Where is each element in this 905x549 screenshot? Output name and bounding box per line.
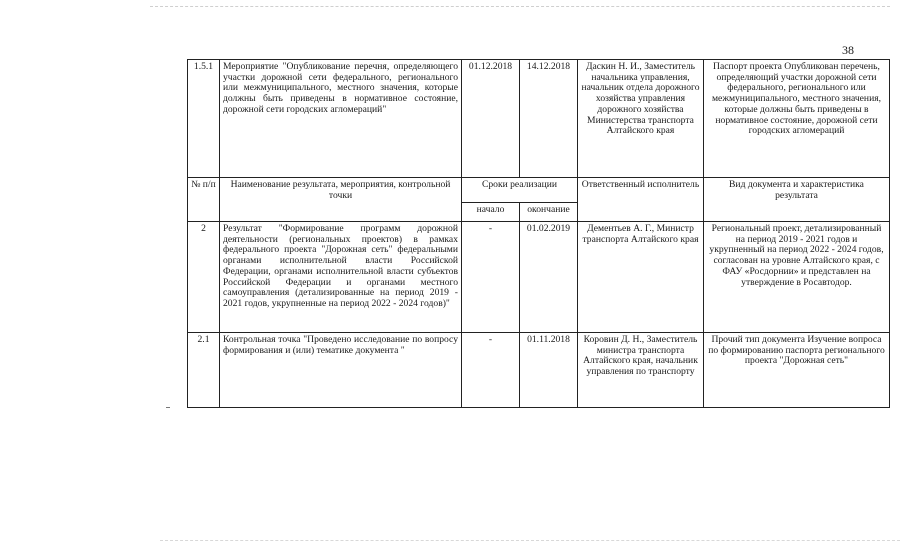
start-date-cell: 01.12.2018 — [462, 60, 520, 178]
plan-table — [187, 59, 890, 408]
row-number-cell: 2 — [188, 222, 220, 333]
header-num: № п/п — [188, 178, 220, 222]
header-document: Вид документа и характеристика результата — [704, 178, 890, 222]
responsible-cell: Коровин Д. Н., Заместитель министра транспорта Алтайского края, начальник управления по транспорту — [578, 333, 704, 408]
row-number-cell: 1.5.1 — [188, 60, 220, 178]
header-start: начало — [462, 203, 520, 222]
scan-artifact-top — [150, 6, 890, 7]
activity-name-cell: Контрольная точка "Проведено исследование по вопросу формирования и (или) тематике документа " — [220, 333, 462, 408]
document-cell: Региональный проект, детализированный на период 2019 - 2021 годов и укрупненный на период 2022 - 2024 годов, согласован на уровне Алтайского края, с ФАУ «Росдорнии» и представлен на утверждение в Росавтодор. — [704, 222, 890, 333]
scan-mark — [166, 407, 170, 408]
header-responsible: Ответственный исполнитель — [578, 178, 704, 222]
start-date-cell: - — [462, 333, 520, 408]
end-date-cell: 14.12.2018 — [520, 60, 578, 178]
row-number-cell: 2.1 — [188, 333, 220, 408]
table-row — [188, 60, 890, 178]
table-row — [188, 222, 890, 333]
activity-name-cell: Результат "Формирование программ дорожной деятельности (региональных проектов) в рамках федерального проекта "Дорожная сеть" федеральными органами исполнительной власти Российской Федерации, органами исполнительной власти субъектов Российской Федерации и органами местного самоуправления (детализированные на период 2019 - 2021 годов, укрупненные на период 2022 - 2024 годов)" — [220, 222, 462, 333]
end-date-cell: 01.02.2019 — [520, 222, 578, 333]
scan-artifact-bottom — [160, 540, 900, 541]
document-cell: Прочий тип документа Изучение вопроса по формированию паспорта регионального проекта "Дорожная сеть" — [704, 333, 890, 408]
activity-name-cell: Мероприятие "Опубликование перечня, определяющего участки дорожной сети федерального, регионального или межмуниципального, местного значения, которые должны быть приведены в нормативное состояние, дорожной сети городских агломераций" — [220, 60, 462, 178]
table-header-row — [188, 178, 890, 203]
table-row — [188, 333, 890, 408]
responsible-cell: Дементьев А. Г., Министр транспорта Алтайского края — [578, 222, 704, 333]
start-date-cell: - — [462, 222, 520, 333]
header-name: Наименование результата, мероприятия, контрольной точки — [220, 178, 462, 222]
end-date-cell: 01.11.2018 — [520, 333, 578, 408]
responsible-cell: Даскин Н. И., Заместитель начальника управления, начальник отдела дорожного хозяйства управления дорожного хозяйства Министерства транспорта Алтайского края — [578, 60, 704, 178]
header-end: окончание — [520, 203, 578, 222]
page-number: 38 — [842, 43, 854, 57]
header-terms: Сроки реализации — [462, 178, 578, 203]
document-cell: Паспорт проекта Опубликован перечень, определяющий участки дорожной сети федерального, регионального или межмуниципального, местного значения, которые должны быть приведены в нормативное состояние, дорожной сети городских агломераций — [704, 60, 890, 178]
